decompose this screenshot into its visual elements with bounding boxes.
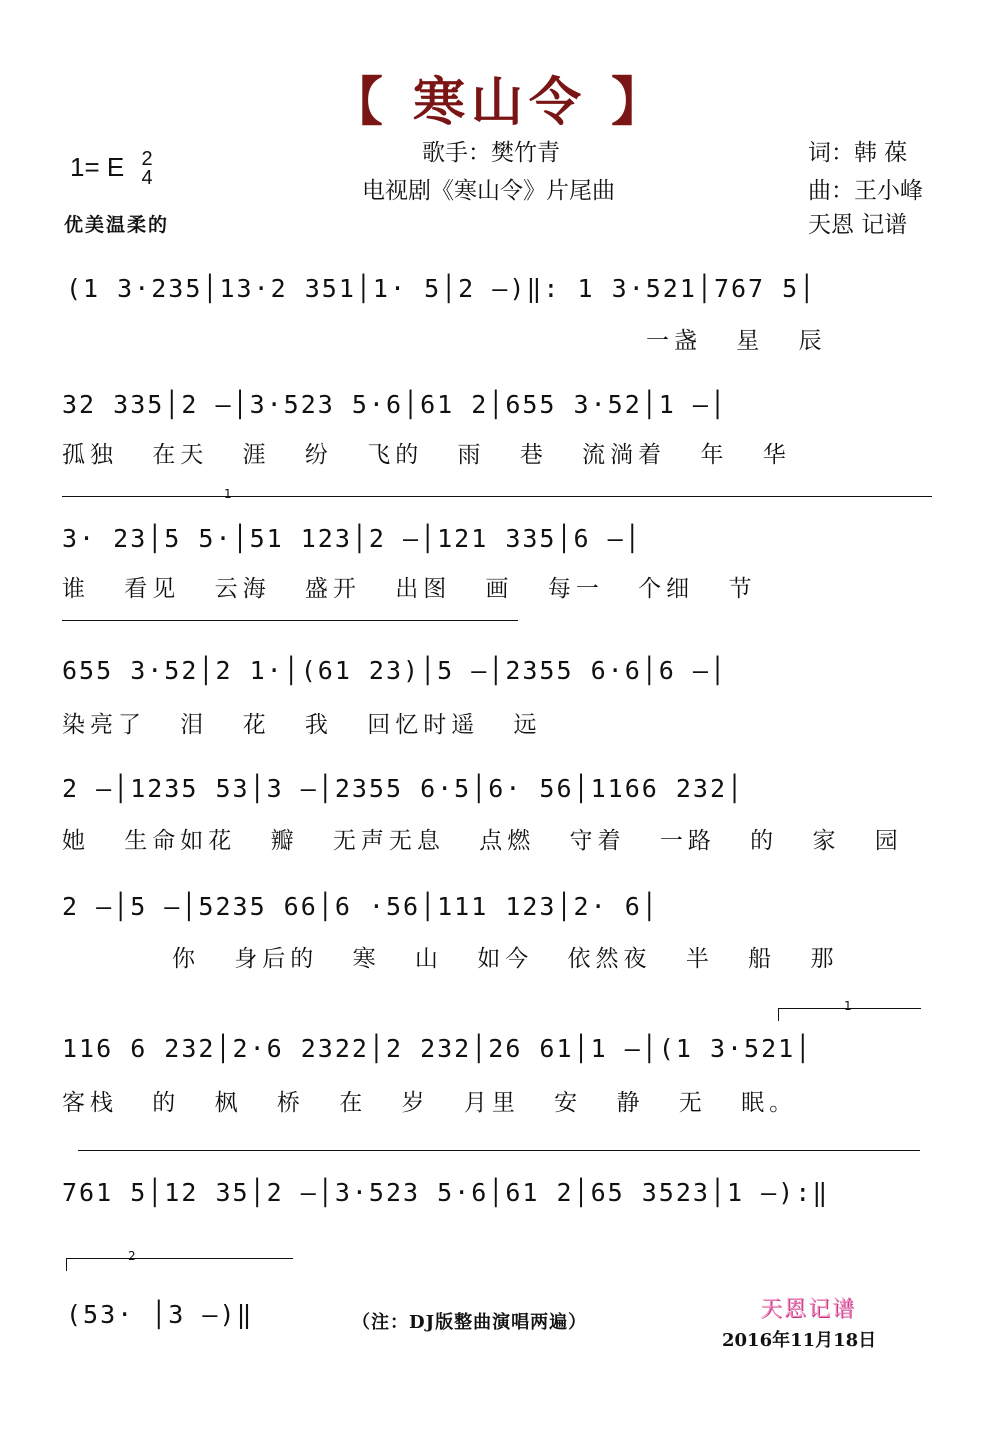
notation-row-8: 761 5│12 35│2 –│3·523 5·6│61 2│65 3523│1 –):‖ [62,1178,830,1207]
volta-bracket-1 [62,496,932,497]
lyricist: 词：韩 葆 [808,140,908,166]
transcriber: 天恩 记谱 [808,212,908,238]
tempo-marking: 优美温柔的 [64,214,170,236]
time-top: 2 [141,148,153,170]
date: 2016年11月18日 [722,1330,877,1351]
notation-row-9: (53· │3 –)‖ [66,1300,254,1329]
composer: 曲：王小峰 [808,178,923,204]
lyrics-row-1: 一盏 星 辰 [646,328,827,354]
time-bottom: 4 [141,167,153,189]
notation-row-5: 2 –│1235 53│3 –│2355 6·5│6· 56│1166 232│ [62,774,745,803]
notation-row-7: 116 6 232│2·6 2322│2 232│26 61│1 –│(1 3·521│ [62,1034,813,1063]
volta-end-line [62,620,518,621]
key-signature [70,150,153,188]
performance-note: （注：DJ版整曲演唱两遍） [352,1312,588,1333]
volta-label-1b: 1 [844,999,852,1013]
lyrics-row-3: 谁 看见 云海 盛开 出图 画 每一 个细 节 [62,576,757,602]
notation-row-3: 3· 23│5 5·│51 123│2 –│121 335│6 –│ [62,524,642,553]
notation-row-4: 655 3·52│2 1·│(61 23)│5 –│2355 6·6│6 –│ [62,656,727,685]
source: 电视剧《寒山令》片尾曲 [362,178,615,204]
lyrics-row-4: 染亮了 泪 花 我 回忆时遥 远 [62,712,542,738]
song-title: 【 寒山令 】 [330,73,670,133]
volta-line-row8 [78,1150,920,1151]
key-label: 1= E [70,151,125,182]
time-signature [141,150,152,188]
lyrics-row-5: 她 生命如花 瓣 无声无息 点燃 守着 一路 的 家 园 [62,828,903,854]
volta-label-1: 1 [224,487,232,501]
notation-row-1: (1 3·235│13·2 351│1· 5│2 –)‖: 1 3·521│767 5│ [66,274,817,303]
notation-row-6: 2 –│5 –│5235 66│6 ·56│111 123│2· 6│ [62,892,659,921]
lyrics-row-2: 孤独 在天 涯 纷 飞的 雨 巷 流淌着 年 华 [62,442,791,468]
notation-row-2: 32 335│2 –│3·523 5·6│61 2│655 3·52│1 –│ [62,390,727,419]
volta-label-2: 2 [128,1249,136,1263]
singer: 歌手：樊竹青 [422,140,560,166]
lyrics-row-7: 客栈 的 枫 桥 在 岁 月里 安 静 无 眠。 [62,1090,798,1116]
volta-bracket-2 [66,1258,293,1271]
transcriber-stamp: 天恩记谱 [760,1297,857,1322]
lyrics-row-6: 你 身后的 寒 山 如今 依然夜 半 船 那 [172,946,839,972]
